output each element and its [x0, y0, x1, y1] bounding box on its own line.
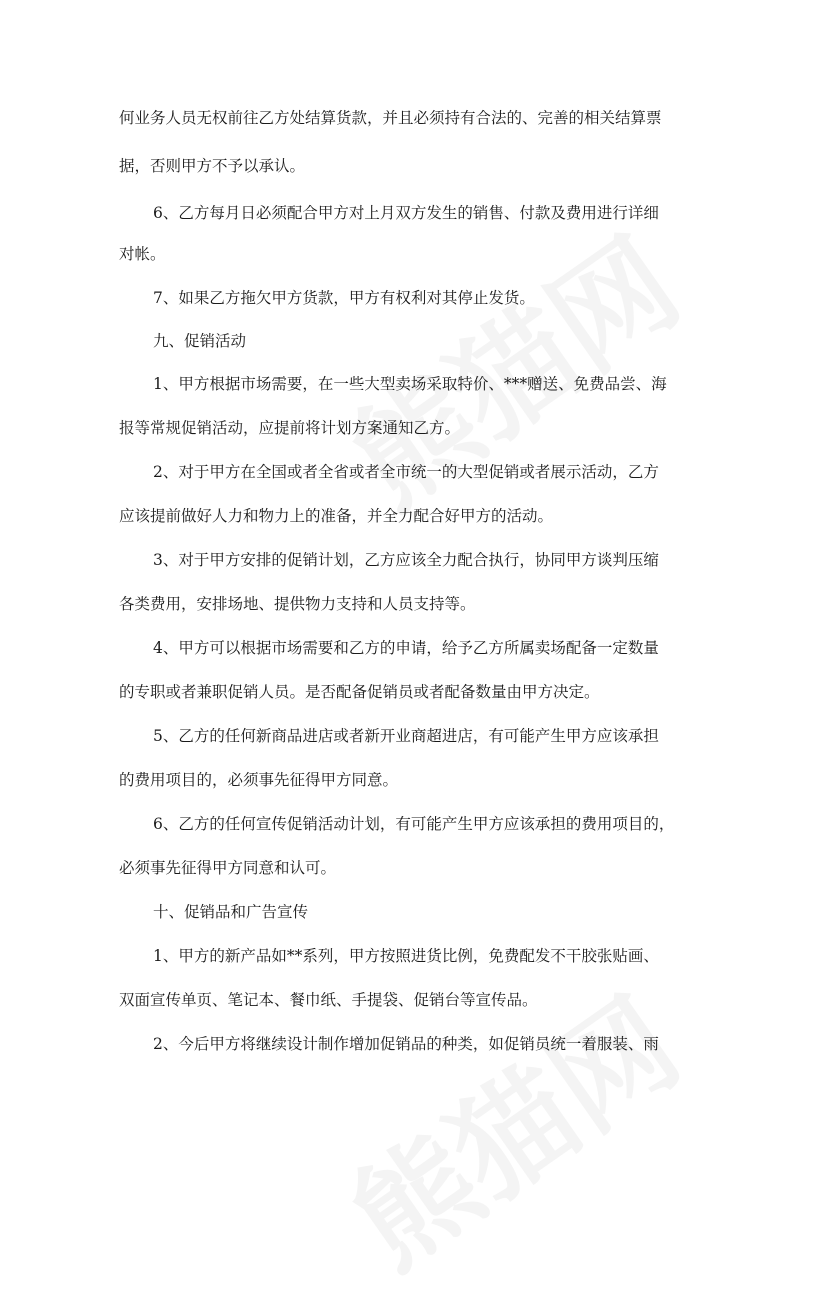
paragraph-line: 应该提前做好人力和物力上的准备，并全力配合好甲方的活动。 [119, 507, 554, 525]
paragraph-line: 据，否则甲方不予以承认。 [119, 157, 306, 175]
paragraph-line: 双面宣传单页、笔记本、餐巾纸、手提袋、促销台等宣传品。 [119, 991, 538, 1009]
paragraph-line: 必须事先征得甲方同意和认可。 [119, 859, 337, 877]
paragraph-line: 3、对于甲方安排的促销计划，乙方应该全力配合执行，协同甲方谈判压缩 [153, 551, 659, 569]
paragraph-line: 7、如果乙方拖欠甲方货款，甲方有权利对其停止发货。 [153, 289, 535, 307]
paragraph-line: 各类费用，安排场地、提供物力支持和人员支持等。 [119, 595, 476, 613]
section-heading: 十、促销品和广告宣传 [153, 903, 309, 921]
paragraph-line: 的专职或者兼职促销人员。是否配备促销员或者配备数量由甲方决定。 [119, 683, 600, 701]
paragraph-line: 6、乙方的任何宣传促销活动计划，有可能产生甲方应该承担的费用项目的， [153, 815, 675, 833]
paragraph-line: 2、今后甲方将继续设计制作增加促销品的种类，如促销员统一着服装、雨 [153, 1035, 659, 1053]
paragraph-line: 1、甲方根据市场需要，在一些大型卖场采取特价、***赠送、免费品尝、海 [153, 375, 667, 393]
paragraph-line: 2、对于甲方在全国或者全省或者全市统一的大型促销或者展示活动，乙方 [153, 463, 659, 481]
paragraph-line: 6、乙方每月日必须配合甲方对上月双方发生的销售、付款及费用进行详细 [153, 204, 659, 222]
paragraph-line: 对帐。 [119, 245, 166, 263]
paragraph-line: 报等常规促销活动，应提前将计划方案通知乙方。 [119, 419, 461, 437]
paragraph-line: 何业务人员无权前往乙方处结算货款，并且必须持有合法的、完善的相关结算票 [119, 109, 662, 127]
paragraph-line: 5、乙方的任何新商品进店或者新开业商超进店，有可能产生甲方应该承担 [153, 727, 659, 745]
paragraph-line: 4、甲方可以根据市场需要和乙方的申请，给予乙方所属卖场配备一定数量 [153, 639, 659, 657]
paragraph-line: 的费用项目的，必须事先征得甲方同意。 [119, 771, 399, 789]
watermark [313, 192, 707, 539]
section-heading: 九、促销活动 [153, 332, 247, 350]
paragraph-line: 1、甲方的新产品如**系列，甲方按照进货比例，免费配发不干胶张贴画、 [153, 947, 659, 965]
